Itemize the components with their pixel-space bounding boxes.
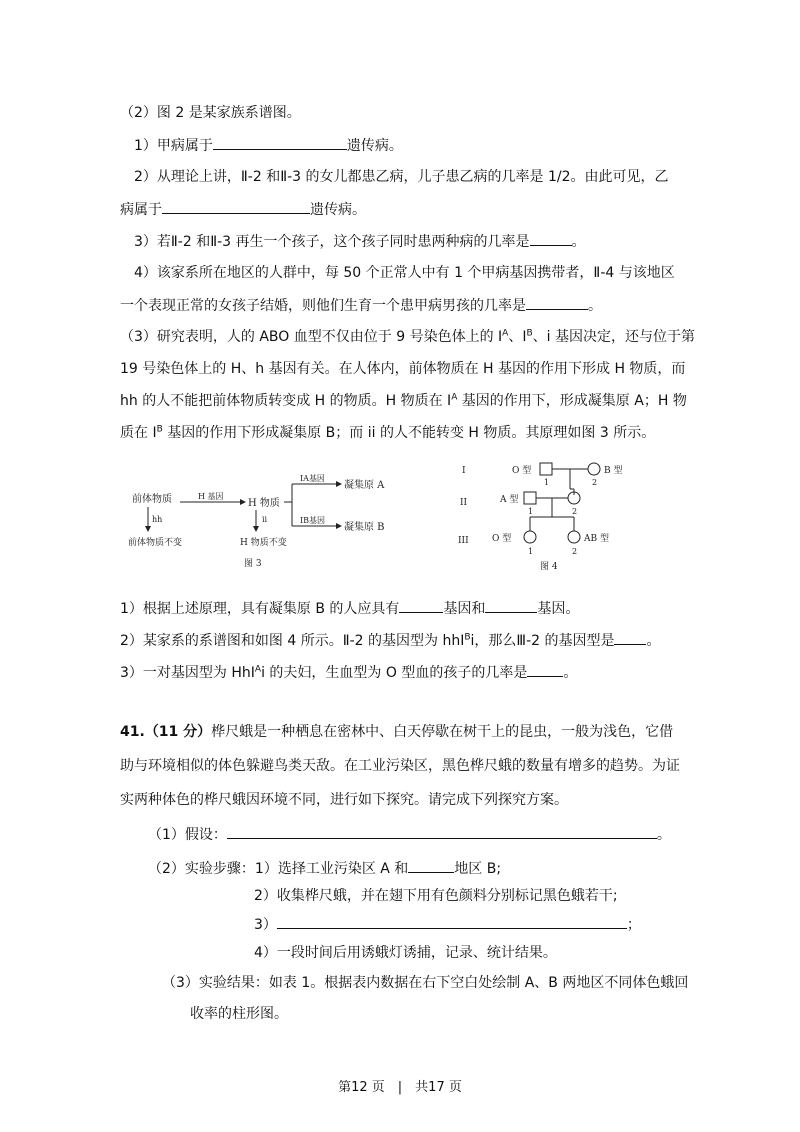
answer-blank (526, 295, 588, 310)
type-ab-label: AB 型 (584, 534, 609, 544)
precursor-label: 前体物质 (132, 494, 172, 505)
text: 、i 基因决定，还与位于第 (532, 329, 695, 345)
answer-blank (399, 598, 443, 613)
text: （3）研究表明，人的 ABO 血型不仅由位于 9 号染色体上的 I (120, 329, 503, 345)
text: 、I (508, 329, 527, 345)
agglutinogen-a-label: 凝集原 A (344, 480, 385, 491)
text: 2）某家系的系谱图和如图 4 所示。Ⅱ-2 的基因型为 hhI (120, 633, 465, 649)
individual-number: 1 (528, 547, 534, 556)
text: （2）实验步骤：1）选择工业污染区 A 和 (148, 861, 409, 877)
answer-blank (408, 858, 454, 873)
text: 3）一对基因型为 HhI (120, 665, 255, 681)
individual-number: 1 (544, 478, 550, 487)
question-3-3 (120, 662, 577, 683)
female-symbol (588, 463, 600, 475)
text: 一个表现正常的女孩子结婚，则他们生育一个患甲病男孩的几率是 (120, 298, 526, 314)
figure-3-caption: 图 3 (244, 559, 262, 569)
arrow-head (240, 499, 246, 505)
text: i，那么Ⅲ-2 的基因型是 (470, 633, 615, 649)
text: 。 (646, 633, 661, 649)
text: 。 (656, 827, 671, 843)
text: 基因。 (537, 601, 580, 617)
section2-heading: （2）图 2 是某家族系谱图。 (120, 105, 301, 121)
result-line-1: （3）实验结果：如表 1。根据表内数据在右下空白处绘制 A、B 两地区不同体色蛾回 (162, 975, 689, 991)
agglutinogen-b-label: 凝集原 B (344, 522, 385, 533)
figure-4-caption: 图 4 (540, 562, 558, 572)
section3-paragraph-4 (120, 423, 655, 443)
procedure-step-4: 4）一段时间后用诱蛾灯诱捕，记录、统计结果。 (254, 945, 557, 961)
question-3-2 (120, 630, 660, 651)
text: 病属于 (120, 202, 162, 218)
female-symbol (524, 531, 536, 543)
question-2-2-cont (120, 199, 366, 220)
down-arrow-head (253, 526, 259, 532)
type-o-label: O 型 (512, 466, 532, 476)
procedure-step-2: 2）收集桦尺蛾，并在翅下用有色颜料分别标记黑色蛾若干; (254, 888, 618, 904)
question-2-4-cont (120, 295, 602, 316)
text: 1）甲病属于 (134, 138, 213, 154)
male-symbol (540, 463, 552, 475)
generation-i-label: I (462, 466, 466, 476)
answer-blank (227, 824, 657, 839)
section3-paragraph-2: 19 号染色体上的 H、h 基因有关。在人体内，前体物质在 H 基因的作用下形成 H 物质，而 (120, 361, 686, 377)
text: 。 (563, 665, 578, 681)
hypothesis-line (148, 824, 671, 845)
h-unchanged-label: H 物质不变 (240, 538, 287, 548)
text: 基因的作用下形成凝集原 B；而 ii 的人不能转变 H 物质。其原理如图 3 所示。 (162, 425, 656, 441)
individual-number: 2 (572, 507, 578, 516)
generation-ii-label: II (460, 498, 468, 508)
superscript: A (254, 664, 262, 675)
procedure-step-1 (148, 858, 501, 879)
arrow-head (336, 481, 342, 487)
superscript: B (526, 328, 533, 339)
section3-paragraph-1 (120, 327, 695, 347)
question-2-4: 4）该家系所在地区的人群中，每 50 个正常人中有 1 个甲病基因携带者，Ⅱ-4 与该地区 (134, 265, 675, 281)
superscript: B (156, 424, 163, 435)
ii-label: ii (262, 515, 268, 524)
page-footer: 第12 页 | 共17 页 (338, 1080, 462, 1095)
female-symbol (568, 531, 580, 543)
text: hh 的人不能把前体物质转变成 H 的物质。H 物质在 I (120, 393, 452, 409)
text: 3）若Ⅱ-2 和Ⅱ-3 再生一个孩子，这个孩子同时患两种病的几率是 (134, 234, 530, 250)
question-41-line-1 (120, 722, 673, 742)
answer-blank (530, 231, 572, 246)
type-b-label: B 型 (604, 466, 623, 476)
text: 。 (588, 298, 602, 314)
individual-number: 2 (572, 547, 578, 556)
answer-blank (162, 199, 310, 214)
question-2-1 (134, 135, 403, 156)
generation-iii-label: III (458, 536, 469, 546)
superscript: A (502, 328, 509, 339)
superscript: A (451, 392, 458, 403)
individual-number: 2 (592, 478, 598, 487)
result-line-2: 收率的柱形图。 (190, 1006, 288, 1022)
text: 桦尺蛾是一种栖息在密林中、白天停歇在树干上的昆虫，一般为浅色，它借 (211, 724, 674, 740)
answer-blank (213, 135, 347, 150)
question-41-line-3: 实两种体色的桦尺蛾因环境不同，进行如下探究。请完成下列探究方案。 (120, 792, 568, 808)
ia-gene-label: IA基因 (300, 474, 325, 483)
text: 1）根据上述原理，具有凝集原 B 的人应具有 (120, 601, 400, 617)
individual-number: 1 (528, 507, 534, 516)
h-gene-label: H 基因 (198, 492, 224, 501)
question-41-line-2: 助与环境相似的体色躲避鸟类天敌。在工业污染区，黑色桦尺蛾的数量有增多的趋势。为证 (120, 758, 680, 774)
answer-blank (614, 630, 646, 645)
question-2-2: 2）从理论上讲，Ⅱ-2 和Ⅱ-3 的女儿都患乙病，儿子患乙病的几率是 1/2。由此可见，乙 (134, 169, 669, 185)
answer-blank (527, 662, 563, 677)
figure-3-diagram (120, 460, 420, 580)
answer-blank (485, 598, 537, 613)
superscript: B (464, 632, 471, 643)
text: 遗传病。 (346, 138, 403, 154)
question-3-1 (120, 598, 579, 619)
answer-blank (277, 914, 627, 929)
question-41-number: 41.（11 分） (120, 724, 212, 740)
figure-4-pedigree (452, 455, 692, 585)
down-arrow-head (145, 526, 151, 532)
text: ； (626, 917, 641, 933)
arrow-head (336, 523, 342, 529)
male-symbol (524, 492, 536, 504)
hh-label: hh (152, 515, 163, 524)
text: 。 (571, 234, 586, 250)
text: 遗传病。 (310, 202, 366, 218)
text: 基因的作用下，形成凝集原 A；H 物 (457, 393, 687, 409)
text: 3） (254, 917, 277, 933)
text: i 的夫妇，生血型为 O 型血的孩子的几率是 (261, 665, 528, 681)
text: 地区 B; (454, 861, 502, 877)
type-o-label: O 型 (492, 534, 512, 544)
precursor-unchanged-label: 前体物质不变 (128, 538, 183, 548)
h-substance-label: H 物质 (248, 498, 280, 509)
text: 质在 I (120, 425, 157, 441)
question-2-3 (134, 231, 586, 252)
section3-paragraph-3 (120, 391, 687, 411)
type-a-label: A 型 (500, 495, 519, 505)
text: （1）假设： (148, 827, 227, 843)
text: 基因和 (443, 601, 486, 617)
ib-gene-label: IB基因 (300, 516, 326, 525)
procedure-step-3 (254, 914, 641, 935)
